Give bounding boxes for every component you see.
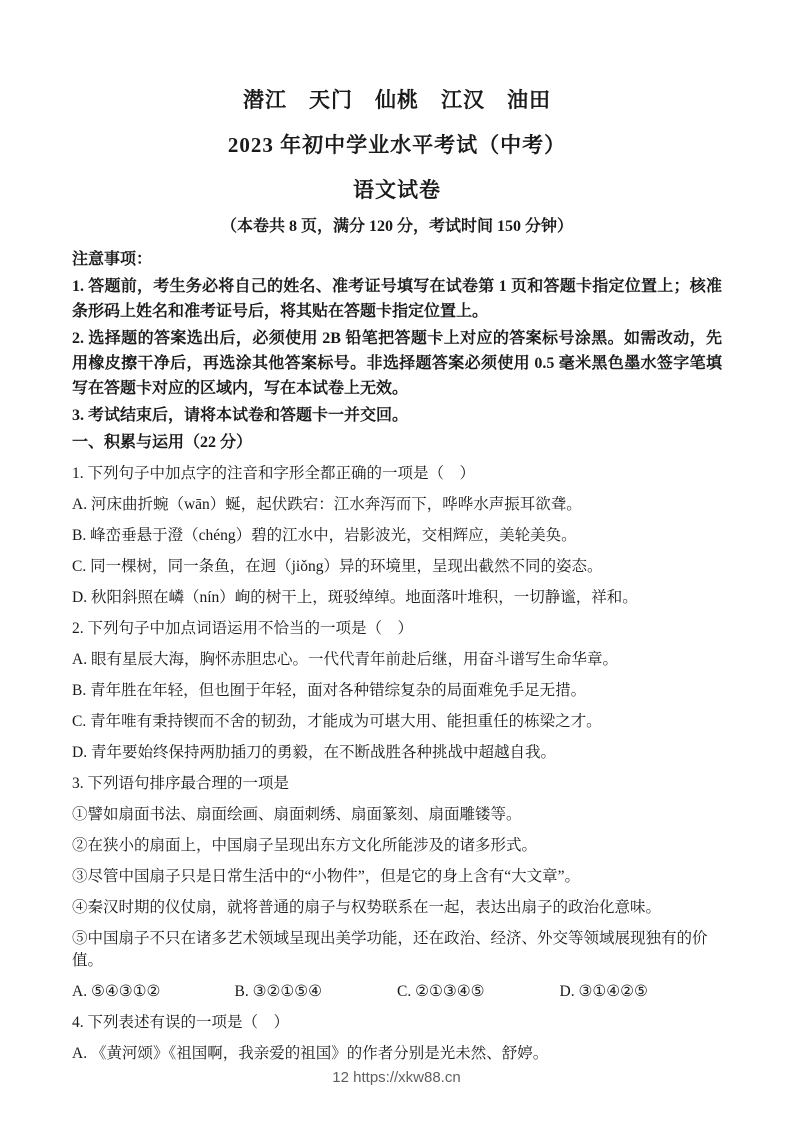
- question-3-choice-d: D. ③①④②⑤: [559, 983, 648, 1000]
- question-3-sentence-2: ②在狭小的扇面上，中国扇子呈现出东方文化所能涉及的诸多形式。: [72, 837, 538, 854]
- question-1-option-d: D. 秋阳斜照在嶙（nín）峋的树干上，斑驳绰绰。地面落叶堆积，一切静谧，祥和。: [72, 589, 638, 606]
- question-2-option-c: C. 青年唯有秉持锲而不舍的韧劲，才能成为可堪大用、能担重任的栋梁之才。: [72, 713, 602, 730]
- notices-section: [72, 247, 722, 428]
- question-3-sentence-4: ④秦汉时期的仪仗扇，就将普通的扇子与权势联系在一起，表达出扇子的政治化意味。: [72, 899, 662, 916]
- question-1: [72, 463, 722, 609]
- question-2-stem: 2. 下列句子中加点词语运用不恰当的一项是（ ）: [72, 620, 414, 637]
- exam-name-title: 2023 年初中学业水平考试（中考）: [227, 133, 567, 157]
- question-2: [72, 618, 722, 764]
- question-4: [72, 1012, 722, 1065]
- page-footer: [0, 1069, 793, 1086]
- notice-item-2: 2. 选择题的答案选出后，必须使用 2B 铅笔把答题卡上对应的答案标号涂黑。如需改动，先用橡皮擦干净后，再选涂其他答案标号。非选择题答案必须使用 0.5 毫米黑色墨水签字笔填写在答题卡对应的区域内，写在本试卷上无效。: [72, 330, 722, 397]
- question-2-option-b: B. 青年胜在年轻，但也囿于年轻，面对各种错综复杂的局面难免手足无措。: [72, 682, 587, 699]
- notice-item-1: 1. 答题前，考生务必将自己的姓名、准考证号填写在试卷第 1 页和答题卡指定位置上；核准条形码上姓名和准考证号后，将其贴在答题卡指定位置上。: [72, 278, 722, 320]
- question-3-sentence-1: ①譬如扇面书法、扇面绘画、扇面刺绣、扇面篆刻、扇面雕镂等。: [72, 806, 522, 823]
- question-1-option-c: C. 同一棵树，同一条鱼，在迥（jiǒng）异的环境里，呈现出截然不同的姿态。: [72, 558, 603, 575]
- question-3: [72, 773, 722, 1003]
- question-2-option-d: D. 青年要始终保持两肋插刀的勇毅，在不断战胜各种挑战中超越自我。: [72, 744, 556, 761]
- question-3-choices-row: [72, 981, 722, 1003]
- exam-info-line: （本卷共 8 页，满分 120 分，考试时间 150 分钟）: [220, 218, 573, 235]
- question-4-option-a: A. 《黄河颂》《祖国啊，我亲爱的祖国》的作者分别是光未然、舒婷。: [72, 1045, 549, 1062]
- footer-url-link[interactable]: https://xkw88.cn: [353, 1069, 461, 1086]
- question-3-choice-c: C. ②①③④⑤: [397, 983, 485, 1000]
- question-2-option-a: A. 眼有星辰大海，胸怀赤胆忠心。一代代青年前赴后继，用奋斗谱写生命华章。: [72, 651, 618, 668]
- question-4-stem: 4. 下列表述有误的一项是（ ）: [72, 1014, 290, 1031]
- subject-title: 语文试卷: [353, 178, 441, 202]
- question-1-option-a: A. 河床曲折蜿（wān）蜒，起伏跌宕：江水奔泻而下，哗哗水声振耳欲聋。: [72, 496, 582, 513]
- question-3-sentence-5: ⑤中国扇子不只在诸多艺术领域呈现出美学功能，还在政治、经济、外交等领域展现独有的价值。: [72, 930, 708, 969]
- question-3-choice-b: B. ③②①⑤④: [234, 983, 323, 1000]
- section-title: 一、积累与运用（22 分）: [72, 434, 253, 451]
- notices-title: 注意事项：: [72, 251, 153, 268]
- title-block: [72, 88, 722, 237]
- notice-item-3: 3. 考试结束后，请将本试卷和答题卡一并交回。: [72, 407, 409, 424]
- question-3-choice-a: A. ⑤④③①②: [72, 983, 161, 1000]
- question-3-stem: 3. 下列语句排序最合理的一项是: [72, 775, 290, 792]
- exam-regions-title: 潜江 天门 仙桃 江汉 油田: [243, 88, 551, 112]
- question-1-stem: 1. 下列句子中加点字的注音和字形全都正确的一项是（ ）: [72, 465, 476, 482]
- page-number: 12: [332, 1069, 349, 1086]
- question-3-sentence-3: ③尽管中国扇子只是日常生活中的“小物件”，但是它的身上含有“大文章”。: [72, 868, 581, 885]
- question-1-option-b: B. 峰峦垂悬于澄（chéng）碧的江水中，岩影波光，交相辉应，美轮美奂。: [72, 527, 577, 544]
